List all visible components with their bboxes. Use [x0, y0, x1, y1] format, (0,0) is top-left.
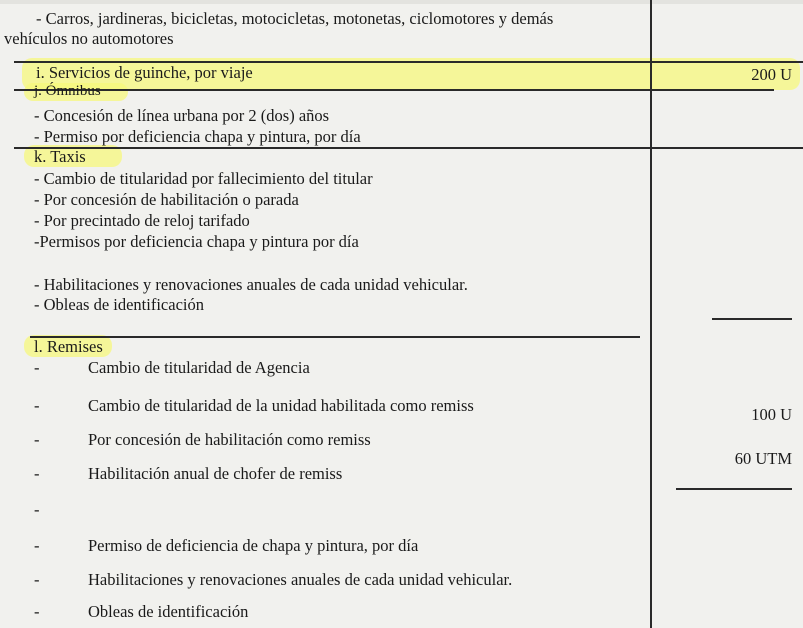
section-l-item: Por concesión de habilitación como remiss — [88, 430, 371, 449]
section-k-item: -Permisos por deficiencia chapa y pintura por día — [34, 232, 359, 251]
section-l-value: 100 U — [751, 405, 792, 424]
section-l-dash: - — [34, 500, 40, 519]
rule-below-i — [14, 89, 774, 91]
section-k-item: - Obleas de identificación — [34, 295, 204, 314]
intro-line-2: vehículos no automotores — [4, 29, 174, 48]
section-l-item: Permiso de deficiencia de chapa y pintura, por día — [88, 536, 419, 555]
section-l-item: Cambio de titularidad de la unidad habilitada como remiss — [88, 396, 474, 415]
section-l-dash: - — [34, 464, 40, 483]
section-l-heading: l. Remises — [34, 337, 103, 356]
section-l-dash: - — [34, 570, 40, 589]
section-l-dash: - — [34, 536, 40, 555]
rule-right-k — [712, 318, 792, 320]
section-k-item: - Por precintado de reloj tarifado — [34, 211, 250, 230]
column-divider — [650, 0, 652, 628]
section-k-item: - Por concesión de habilitación o parada — [34, 190, 299, 209]
section-l-dash: - — [34, 358, 40, 377]
rule-right-l — [676, 488, 792, 490]
section-l-dash: - — [34, 396, 40, 415]
section-k-heading: k. Taxis — [34, 147, 86, 166]
section-l-item: Habilitaciones y renovaciones anuales de cada unidad vehicular. — [88, 570, 513, 589]
intro-line-1: - Carros, jardineras, bicicletas, motocicletas, motonetas, ciclomotores y demás — [36, 9, 554, 28]
top-edge — [0, 0, 803, 4]
section-k-item: - Habilitaciones y renovaciones anuales de cada unidad vehicular. — [34, 275, 468, 294]
section-l-dash: - — [34, 430, 40, 449]
section-l-item: Obleas de identificación — [88, 602, 249, 621]
section-k-item: - Cambio de titularidad por fallecimiento del titular — [34, 169, 373, 188]
section-j-heading: j. Ómnibus — [34, 83, 101, 99]
section-l-dash: - — [34, 602, 40, 621]
section-j-item: - Concesión de línea urbana por 2 (dos) años — [34, 106, 330, 125]
section-l-item: Cambio de titularidad de Agencia — [88, 358, 310, 377]
section-l-value: 60 UTM — [734, 449, 792, 468]
section-j-item: - Permiso por deficiencia chapa y pintura, por día — [34, 127, 361, 146]
section-i-heading: i. Servicios de guinche, por viaje — [36, 63, 253, 82]
section-i-value: 200 U — [751, 65, 792, 84]
section-l-item: Habilitación anual de chofer de remiss — [88, 464, 343, 483]
rule-below-k — [30, 336, 640, 338]
rule-below-j — [14, 147, 803, 149]
